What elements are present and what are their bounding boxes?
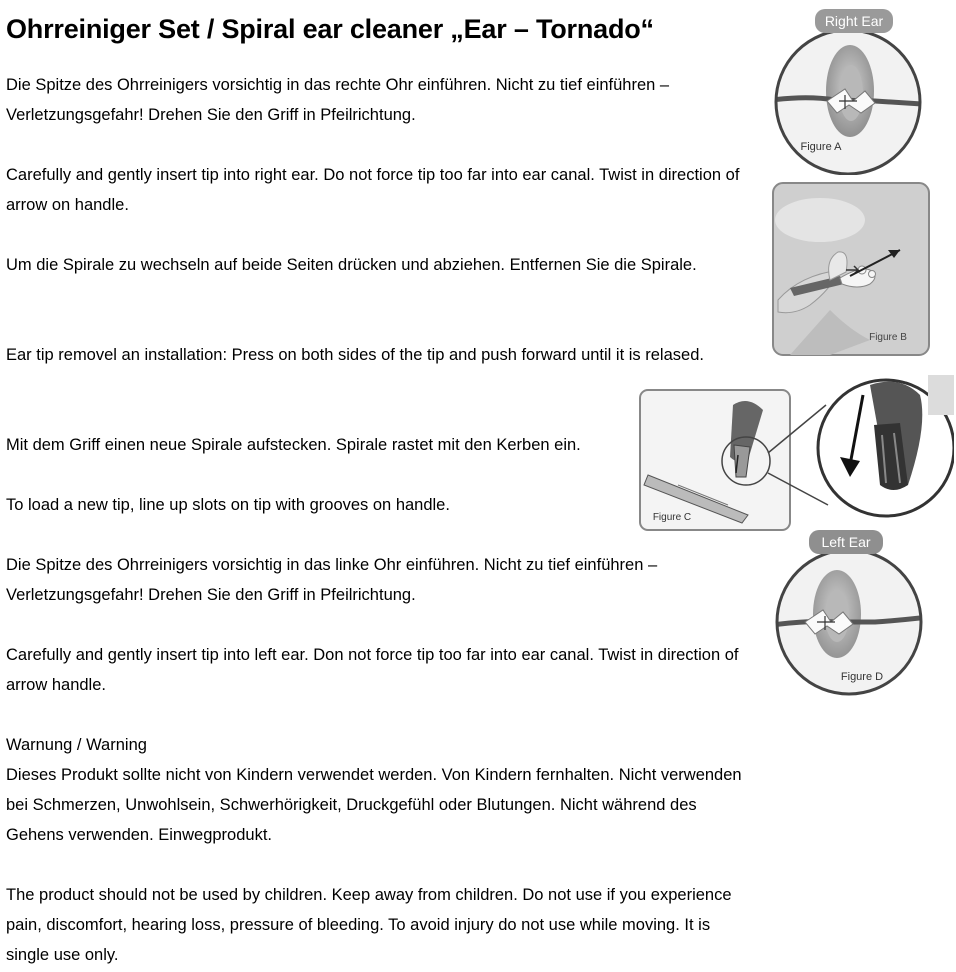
page-title: Ohrreiniger Set / Spiral ear cleaner „Ear – Tornado“ — [6, 14, 654, 44]
paragraph-left-ear-en: Carefully and gently insert tip into left ear. Don not force tip too far into ear canal. Twist in direction of arrow handle. — [6, 646, 739, 694]
figure-a-caption: Figure A — [800, 141, 842, 153]
paragraph-load-en: To load a new tip, line up slots on tip with grooves on handle. — [6, 496, 450, 514]
paragraph-right-ear-en: Carefully and gently insert tip into right ear. Do not force tip too far into ear canal. Twist in direction of arrow on handle. — [6, 166, 740, 214]
left-ear-tab-label: Left Ear — [821, 534, 871, 550]
figure-d-caption: Figure D — [840, 671, 884, 683]
paragraph-remove-en: Ear tip removel an installation: Press on both sides of the tip and push forward until it is relased. — [6, 346, 704, 364]
figure-c-load-tip — [638, 365, 954, 535]
paragraph-remove-de: Um die Spirale zu wechseln auf beide Seiten drücken und abziehen. Entfernen Sie die Spirale. — [6, 256, 697, 274]
figure-d-left-ear — [765, 528, 937, 700]
paragraph-load-de: Mit dem Griff einen neue Spirale aufstecken. Spirale rastet mit den Kerben ein. — [6, 436, 581, 454]
figure-c-caption: Figure C — [652, 512, 692, 523]
figure-b-caption: Figure B — [869, 332, 907, 343]
warning-heading: Warnung / Warning — [6, 736, 147, 754]
paragraph-warning-de: Dieses Produkt sollte nicht von Kindern verwendet werden. Von Kindern fernhalten. Nicht verwenden bei Schmerzen, Unwohlsein, Schwerhörigkeit, Druckgefühl oder Blutungen. Nicht während des Gehens verwenden. Einwegprodukt. — [6, 766, 742, 844]
right-ear-tab-label: Right Ear — [824, 13, 884, 29]
paragraph-left-ear-de: Die Spitze des Ohrreinigers vorsichtig in das linke Ohr einführen. Nicht zu tief einführen – Verletzungsgefahr! Drehen Sie den Griff in Pfeilrichtung. — [6, 556, 658, 604]
paragraph-warning-en: The product should not be used by children. Keep away from children. Do not use if you experience pain, discomfort, hearing loss, pressure of bleeding. To avoid injury do not use while moving. It is single use only. — [6, 886, 732, 964]
paragraph-right-ear-de: Die Spitze des Ohrreinigers vorsichtig in das rechte Ohr einführen. Nicht zu tief einführen – Verletzungsgefahr! Drehen Sie den Griff in Pfeilrichtung. — [6, 76, 670, 124]
figure-a-right-ear — [765, 5, 937, 175]
figure-b-tip-removal — [770, 180, 932, 358]
